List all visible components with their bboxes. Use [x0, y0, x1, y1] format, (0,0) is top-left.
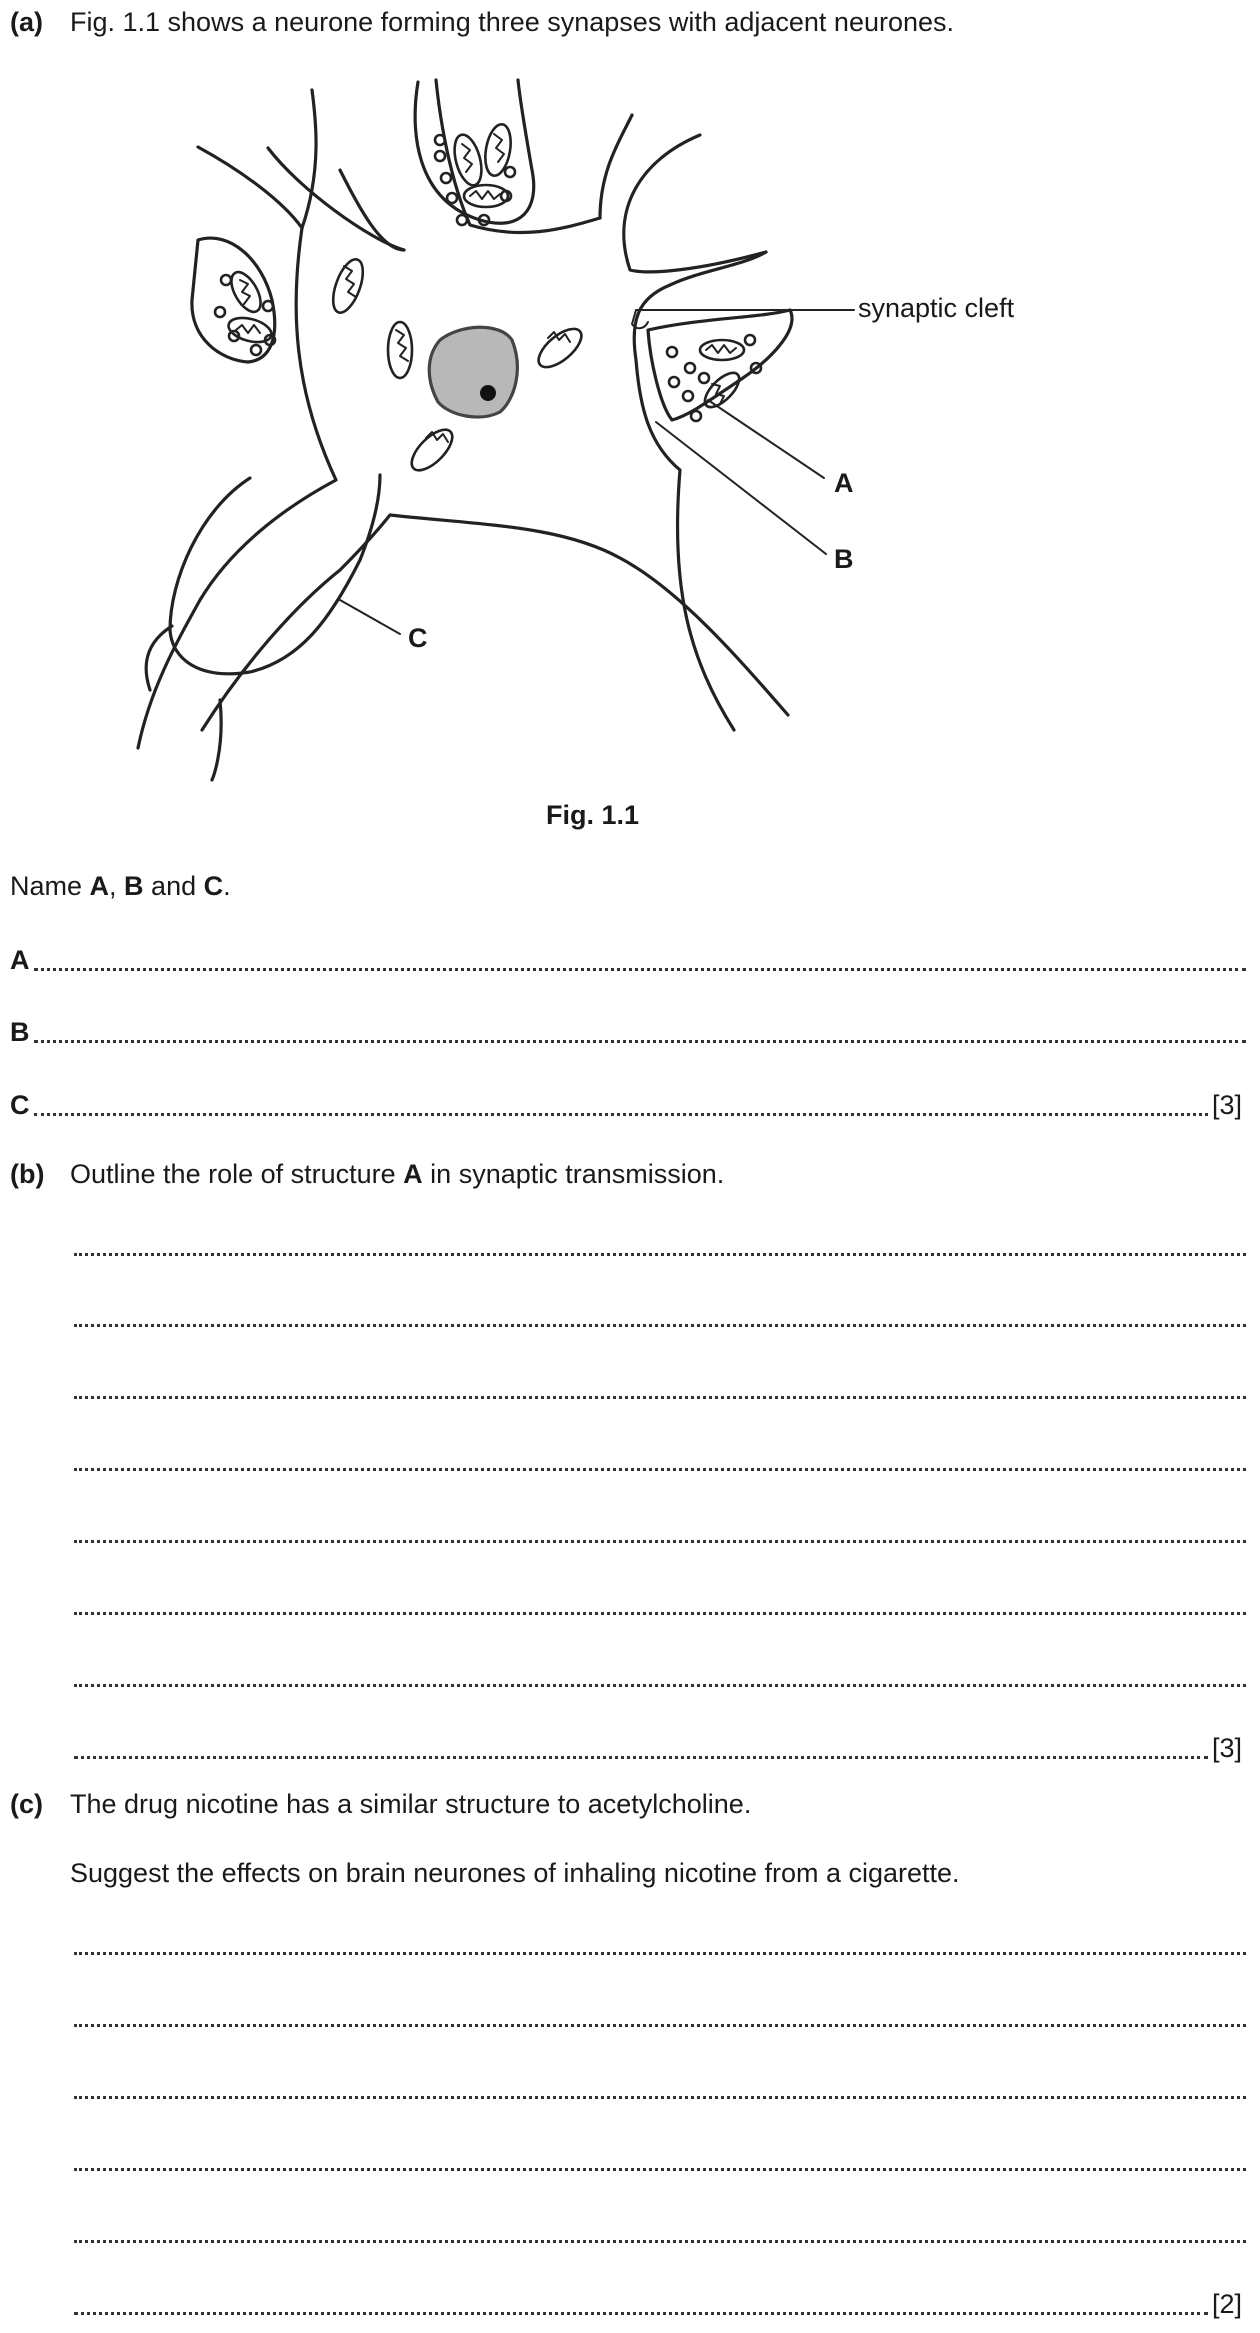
answer-line[interactable]	[74, 2312, 1208, 2315]
part-b-text: Outline the role of structure A in synaptic transmission.	[70, 1159, 725, 1189]
answer-line[interactable]	[74, 2096, 1246, 2099]
right-synaptic-knob	[648, 310, 792, 421]
part-c-label: (c)	[10, 1789, 43, 1819]
answer-b-label: B	[10, 1017, 30, 1047]
part-b-label: (b)	[10, 1159, 45, 1189]
answer-line[interactable]	[74, 2240, 1246, 2243]
answer-line[interactable]	[74, 1612, 1246, 1615]
part-a-label: (a)	[10, 7, 43, 37]
marks-b: [3]	[1212, 1733, 1243, 1763]
answer-a-line[interactable]	[34, 968, 1246, 971]
answer-line[interactable]	[74, 1468, 1246, 1471]
answer-line[interactable]	[74, 2168, 1246, 2171]
answer-line[interactable]	[74, 1396, 1246, 1399]
nucleus	[429, 327, 517, 417]
label-a: A	[834, 468, 854, 498]
neurone-diagram	[0, 60, 1260, 820]
answer-line[interactable]	[74, 1253, 1246, 1256]
label-c: C	[408, 623, 428, 653]
figure-caption: Fig. 1.1	[546, 800, 640, 830]
answer-c-label: C	[10, 1090, 30, 1120]
answer-line[interactable]	[74, 1952, 1246, 1955]
answer-c-line[interactable]	[34, 1113, 1208, 1116]
answer-line[interactable]	[74, 2024, 1246, 2027]
synaptic-cleft-label: synaptic cleft	[858, 293, 1015, 323]
label-b: B	[834, 544, 854, 574]
marks-c: [2]	[1212, 2289, 1243, 2319]
marks-a: [3]	[1212, 1090, 1243, 1120]
axon-myelin	[146, 475, 380, 780]
left-synaptic-knob	[192, 238, 275, 362]
answer-line[interactable]	[74, 1684, 1246, 1687]
answer-line[interactable]	[74, 1324, 1246, 1327]
answer-line[interactable]	[74, 1756, 1208, 1759]
top-synaptic-knob	[415, 80, 534, 225]
answer-line[interactable]	[74, 1540, 1246, 1543]
question-a-text: Name A, B and C.	[10, 871, 231, 901]
part-c-text: The drug nicotine has a similar structure to acetylcholine.	[70, 1789, 752, 1819]
label-leaders	[340, 310, 854, 634]
part-a-intro: Fig. 1.1 shows a neurone forming three synapses with adjacent neurones.	[70, 7, 955, 37]
part-c-prompt: Suggest the effects on brain neurones of inhaling nicotine from a cigarette.	[70, 1858, 960, 1888]
answer-b-line[interactable]	[34, 1040, 1246, 1043]
answer-a-label: A	[10, 945, 30, 975]
